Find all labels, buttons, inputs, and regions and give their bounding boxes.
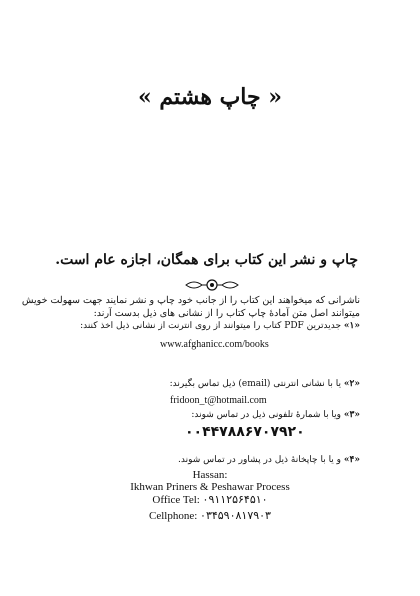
website-link[interactable]: www.afghanicc.com/books bbox=[160, 339, 269, 350]
intro-line-2: میتوانند اصل متن آمادهٔ چاپ کتاب را از نشانی های ذیل بدست آرند: bbox=[93, 308, 360, 319]
item-number: «۴» bbox=[343, 455, 360, 465]
ornament-divider-icon bbox=[184, 277, 240, 293]
item-text: جدیدترین PDF کتاب را میتوانند از روی انترنت از نشانی ذیل اخذ کنند: bbox=[80, 321, 342, 331]
item-number: «۲» bbox=[343, 379, 360, 389]
edition-title: « چاپ هشتم » bbox=[138, 84, 282, 110]
item-text: ویا با شمارهٔ تلفونی ذیل در تماس شوند: bbox=[191, 410, 342, 420]
contact-name: Hassan: bbox=[192, 469, 228, 481]
item-4 bbox=[40, 455, 360, 465]
item-text: و یا با چاپخانهٔ ذیل در پشاور در تماس شوند. bbox=[178, 455, 342, 465]
item-number: «۱» bbox=[343, 321, 360, 331]
item-2 bbox=[40, 379, 360, 389]
publishing-permission-headline: چاپ و نشر این کتاب برای همگان، اجازه عام است. bbox=[55, 252, 358, 268]
cellphone: Cellphone: ۰۳۴۵۹۰۸۱۷۹۰۳ bbox=[149, 510, 271, 522]
item-number: «۳» bbox=[343, 410, 360, 420]
item-text: یا با نشانی انترنتی (email) ذیل تماس بگیرند: bbox=[169, 379, 342, 389]
intro-line-1: ناشرانی که میخواهند این کتاب را از جانب خود چاپ و نشر نمایند جهت سهولت خویش bbox=[21, 295, 360, 306]
printer-company: Ikhwan Priners & Peshawar Process bbox=[130, 481, 290, 493]
item-1 bbox=[40, 321, 360, 331]
email-link[interactable]: fridoon_t@hotmail.com bbox=[170, 395, 267, 406]
item-3 bbox=[40, 410, 360, 420]
office-tel: Office Tel: ۰۹۱۱۲۵۶۴۵۱۰ bbox=[152, 494, 268, 506]
phone-number: ۰۰۴۴۷۸۸۶۷۰۷۹۲۰ bbox=[185, 424, 305, 440]
